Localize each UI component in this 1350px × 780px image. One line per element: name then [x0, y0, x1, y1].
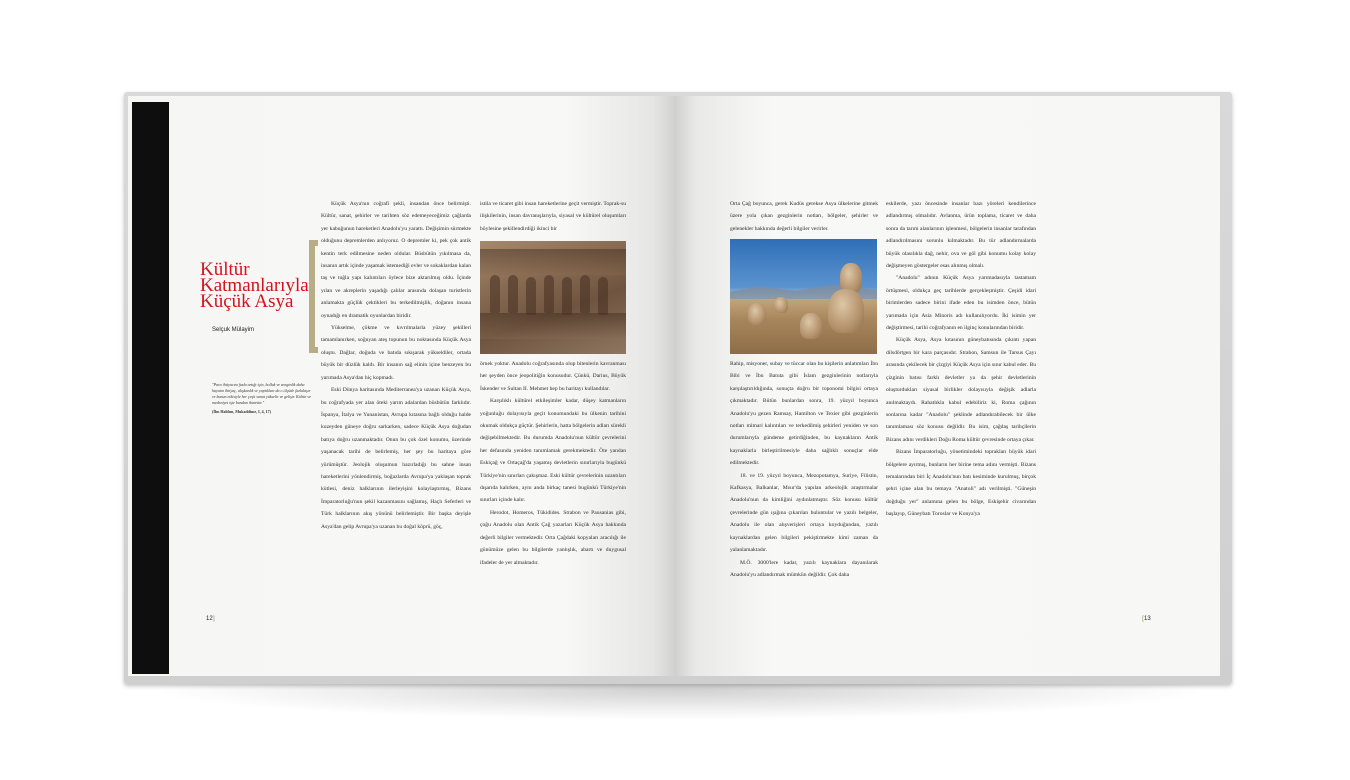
paragraph: örnek yoktur. Anadolu coğrafyasında olup bitenlerin kavranması her şeyden önce jeopolitiğin konusudur. Çünkü, Darius, Büyük İskender ve Sultan II. Mehmet hep bu haritayı kullandılar.: [480, 361, 626, 392]
paragraph: Küçük Asya, Asya kıtasının güneybatısında çıkıntı yapan dilsdörtgen bir kara parçasıdır. Strabon, Samsun ile Tarsus Çayı arasında çekilecek bir çizgiyi Küçük Asya için sınır kabul eder. Bu çizginin batısı farklı devletler ya da şehir devletlerinin oluşturdukları siyasal birlikler dolayısıyla değişik adlarla anılmaktaydı. Rahatlıkla kabul edebiliriz ki, Roma çağının sonlarına kadar "Anadolu" şeklinde adlandırabilecek bir ülke tanımlaması söz konusu değildir. Bu isim, çağdaş tarihçilerin Bizans adını verdikleri Doğu Roma kültür çevresinde ortaya çıkar.: [886, 337, 1036, 443]
left-column-1: [321, 198, 471, 533]
paragraph: "Anadolu" adının Küçük Asya yarımadasıyla tastamam örtüşmesi, oldukça geç tarihlerde gerçekleşmiştir. Çeşidi idari birimlerden sadece birini ifade eden bu isimden önce, bütün yarımada için Asia Minoris adı kullanılıyordu. İki isimin yer değiştirmesi, tarihi coğrafyanın en ilginç konularından biridir.: [886, 275, 1036, 332]
book-spread: [128, 96, 1228, 676]
epigraph: [212, 382, 312, 415]
paragraph: Eski Dünya haritasında Mediterranea'ya uzanan Küçük Asya, bu coğrafyada yer alan öteki yarım adalardan büsbütün farklıdır. İspanya, İtalya ve Yunanistan, Avrupa kıtasına bağlı olduğu halde kuzeyden güneye doğru sarkarken, sadece Küçük Asya doğudan batıya doğru uzanmaktadır. Onun bu çok özel konumu, üzerinde yaşanacak tarihi de belirlemiş, her şey bu haritaya göre yürümüştür. Jeolojik oluşumun hazırladığı bu sahne insan hareketlerini yönlendirmiş, boğazlarda Avrupa'ya yaklaşan toprak kütlesi, deniz halklarının ilerleyişini kolaylaştırmış, Bizans İmparatorluğu'nun şekil kazanmasını sağlamış, Haçlı Seferleri ve Türk halklarının akış yönünü belirlemiştir. Bir başka deyişle Asya'dan gelip Avrupa'ya uzanan bu doğal köprü, göç,: [321, 387, 471, 530]
right-page: [674, 96, 1220, 676]
right-column-1: [730, 358, 878, 581]
page-number: 13: [1144, 616, 1151, 622]
epigraph-text: "Para ihtiyacını fazla artığı için, bolluk ve zenginlik daha hayatın ihtiyaç, alışkanlık ve yaptıkları da o ölçüde fazlalaşır ve bunun etkisiyle her çeşit sanat yükselir ve gelişir. Kültür ve medeniyet işte bundan ibarettir.": [212, 382, 311, 405]
paragraph: eskilerde, yazı öncesinde insanlar bazı yöreleri kendilerince adlandırmış olmalıdır. Avlanma, ürün toplama, ticaret ve daha sonra da tarım alanlarının işlenmesi, bölgelerin insanlar tarafından adlandırılmasını sorunlu kılmaktadır. Bu tür adlandırmalarda büyük olasılıkla dağ, nehir, ova ve göl gibi konumu kolay kolay değişmeyen göstergeler esas alınmış olmalı.: [886, 201, 1036, 270]
title-line: Katmanlarıyla: [200, 275, 309, 296]
paragraph: Küçük Asya'nın coğrafi şekli, insandan önce belirmişti. Kültür, sanat, şehirler ve tarihten söz edemeyeceğimiz çağlarda yer kabuğunun hareketleri Anadolu'yu yarattı. Değişimin sürmekte olduğunu depremlerden anlıyoruz. O depremler ki, pek çok antik kentin terk edilmesine neden oldular. Büsbütün yıkılmasa da, insanın artık içinde yaşamak istemediği evler ve sokaklardan kalan taş ve tuğla yapı kalıntıları öylece bize aktarılmış oldu. İçinde yılan ve akreplerin yaşadığı çalılar arasında dolaşan turistlerin anlamakta güçlük çektikleri bu terkedilmişlik, doğanın insana oynadığı en dramatik oyunlardan biridir.: [321, 201, 471, 319]
title-line: Küçük Asya: [200, 291, 294, 312]
paragraph: istila ve ticaret gibi insan hareketlerine geçit vermiştir. Toprak-su ilişkilerinin, insan davranışlarıyla, siyasal ve kültürel oluşumları böylesine şekillendirdiği ikinci bir: [480, 201, 626, 232]
left-column-2: [480, 358, 626, 569]
page-number: 12: [206, 616, 213, 622]
decorative-bracket: [309, 240, 318, 353]
epigraph-source: (İbn Haldun, Mukaddime, I, 4, 17): [212, 409, 272, 414]
right-column-1-top: [730, 198, 878, 235]
author-name: Selçuk Mülayim: [212, 327, 255, 333]
paragraph: Karşılıklı kültürel etkileşimler kadar, düşey katmanların yoğunluğu dolayısıyla geçit konumundaki bu ülkenin tarihini okumak oldukça güçtür. Şehirlerin, hatta bölgelerin adları sürekli değişebilmektedir. Bu durumda Anadolu'nun kültür çevrelerini her defasında yeniden tanımlamak gerekmektedir. Öte yandan Eskiçağ ve Ortaçağ'da yaşamış devletlerin sınırlarıyla bugünkü Türkiye'nin sınırları çakışmaz. Eski kültür çevrelerinin uzantıları dışarıda kalırken, aynı anda birkaç tanesi bugünkü Türkiye'nin sınırları içinde kalır.: [480, 398, 626, 504]
title-line: Kültür: [200, 259, 250, 280]
paragraph: 18. ve 19. yüzyıl boyunca, Mezopotamya, Suriye, Filistin, Kafkasya, Balkanlar, Mısır'da yapılan arkeolojik araştırmalar Anadolu'nun da kimliğini aydınlatmıştır. Söz konusu kültür çevrelerinde gün ışığına çıkarılan buluntular ve yazılı belgeler, Anadolu ile olan alışverişleri ortaya koyduğundan, yazılı kaynaklardan gelen bilgileri pekiştirmekte kimi zaman da yalanlamaktadır.: [730, 472, 878, 554]
relief-photo: [480, 241, 626, 354]
chapter-title: [200, 259, 310, 312]
left-column-2-top: [480, 198, 626, 235]
paragraph: Orta Çağ boyunca, gerek Kudüs gerekse Asya ülkelerine gitmek üzere yola çıkan gezginlerin notları, bölgeler, şehirler ve gelenekler hakkında değerli bilgiler verirler.: [730, 201, 878, 232]
left-page: [128, 96, 674, 676]
paragraph: Herodot, Homeros, Tükidides. Strabon ve Pausanias gibi, çoğu Anadolu olan Antik Çağ yazarları Küçük Asya hakkında değerli bilgiler vermektedir. Orta Çağdaki kopyaları aracılığı ile günümüze gelen bu bilgilerde yanlışlık, abartı ve duygusal ifadeler de yer almaktadır.: [480, 509, 626, 566]
paragraph: Rahip, misyoner, subay ve tüccar olan bu kişilerin anlatımları İbn Bibi ve İbn Batuta gibi İslam gezginlerinin notlarıyla karşılaştırıldığında, sonuçta doğru bir toponomi bilgisi ortaya çıkmaktadır. Bütün bunlardan sonra, 19. yüzyıl boyunca Anadolu'yu gezen Ramsay, Hamilton ve Texier gibi gezginlerin notları mimari kalıntıları ve terkedilmiş şehirleri yeniden ve son durumlarıyla gündeme getirdiğinden, bu kaynakların Antik kaynaklarla birleştirilmesiyle daha sağlıklı sonuçlar elde edilmektedir.: [730, 361, 878, 467]
paragraph: Bizans İmparatorluğu, yönetimindeki toprakları büyük idari bölgelere ayırmış, bunların her birine tema adını vermişti. Bizans temalarından biri İç Anadolu'nun batı kesiminde kurulmuş, birçok şehri içine alan bu temaya "Anatoli" adı verilmişti. "Güneşin doğduğu yer" anlamına gelen bu bölge, Eskişehir civarından başlayıp, Güneybatı Toroslar ve Konya'ya: [886, 449, 1036, 518]
statues-photo: [730, 239, 877, 354]
page-edge-band: [132, 102, 169, 674]
paragraph: Yükselme, çökme ve kıvrılmalarla yüzey şekilleri tamamlanırken, soğuyan ateş topunun bu noktasında Küçük Asya oluştu. Dağlar, doğuda ve batıda sıkışarak yükseldiler, ortada büyük bir düzlük kaldı. Bir insanın sağ elinin içine benzeyen bu yarımada Asya'dan hiç kopmadı.: [321, 325, 471, 381]
paragraph: M.Ö. 3000'lere kadar, yazılı kaynaklara dayanılarak Anadolu'yu adlandırmak mümkün değildir. Çok daha: [730, 559, 878, 578]
page-number-left: 12]: [206, 616, 215, 622]
page-number-right: [13: [1142, 616, 1151, 622]
right-column-2: [886, 198, 1036, 521]
